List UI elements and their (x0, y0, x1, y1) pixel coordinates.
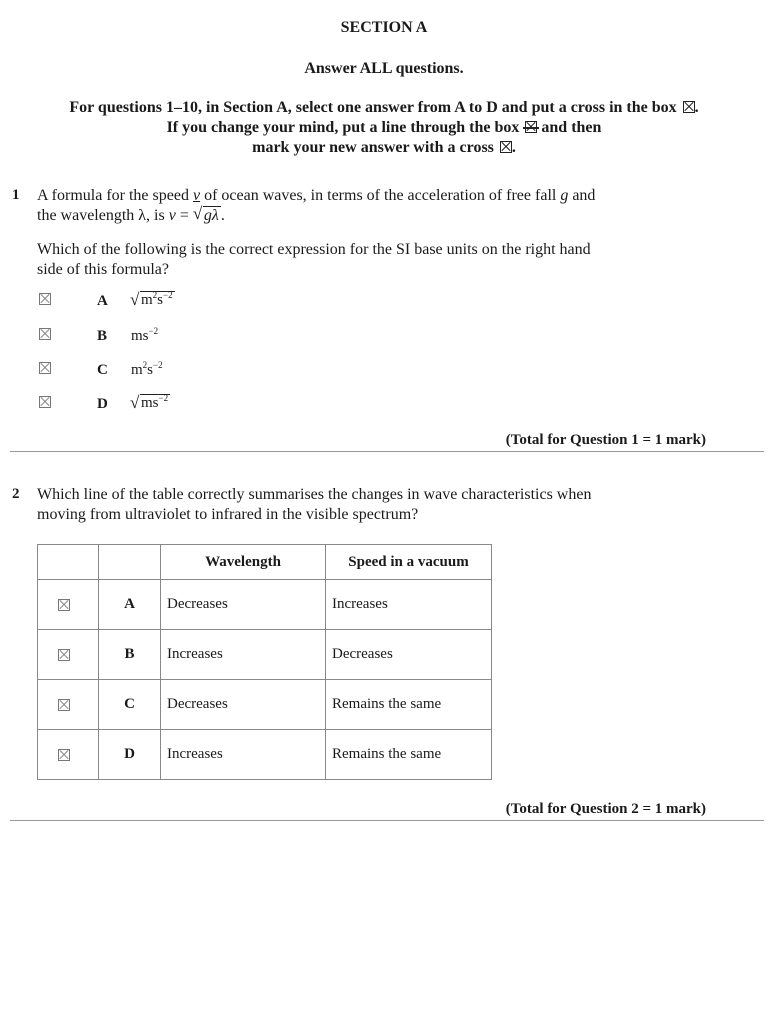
crossed-box-icon (683, 101, 695, 113)
instruction-line-3: mark your new answer with a cross . (252, 139, 516, 156)
question-1-total: (Total for Question 1 = 1 mark) (505, 432, 706, 448)
question-1-prompt: Which of the following is the correct expression for the SI base units on the right hand side of this formula? (37, 241, 591, 278)
question-1-number: 1 (12, 187, 20, 203)
row-speed: Increases (326, 580, 492, 630)
option-c-letter: C (97, 362, 108, 378)
option-d-checkbox[interactable] (39, 396, 51, 408)
option-d-letter: D (97, 396, 108, 412)
header-speed: Speed in a vacuum (326, 545, 492, 580)
row-d-checkbox[interactable] (58, 749, 70, 761)
table-row (38, 680, 492, 730)
row-letter: C (99, 680, 161, 730)
q1-line-2: the wavelength λ, is v = √ gλ . (37, 204, 225, 224)
row-a-checkbox[interactable] (58, 599, 70, 611)
table-row (38, 730, 492, 780)
question-2-number: 2 (12, 486, 20, 502)
row-speed: Decreases (326, 630, 492, 680)
row-wavelength: Decreases (161, 680, 326, 730)
row-speed: Remains the same (326, 730, 492, 780)
row-b-checkbox[interactable] (58, 649, 70, 661)
struck-box-icon (525, 121, 537, 133)
table-row (38, 580, 492, 630)
option-c-checkbox[interactable] (39, 362, 51, 374)
option-b-letter: B (97, 328, 108, 344)
instruction-line-1: For questions 1–10, in Section A, select one answer from A to D and put a cross in the box . (69, 99, 699, 116)
row-c-checkbox[interactable] (58, 699, 70, 711)
question-1-stem (37, 186, 737, 226)
question-2-total: (Total for Question 2 = 1 mark) (505, 801, 706, 817)
section-subtitle: Answer ALL questions. (304, 60, 464, 77)
option-a-checkbox[interactable] (39, 293, 51, 305)
instruction-line-2: If you change your mind, put a line through the box and then (166, 119, 602, 136)
crossed-box-icon (500, 141, 512, 153)
divider (10, 820, 764, 821)
section-title: SECTION A (340, 19, 428, 36)
table-header-row (38, 545, 492, 580)
row-letter: A (99, 580, 161, 630)
option-b-expression: $ms^{-2}$ (131, 326, 159, 344)
row-letter: B (99, 630, 161, 680)
option-a-letter: A (97, 293, 108, 309)
divider (10, 451, 764, 452)
q1-line-1: A formula for the speed v of ocean waves, in terms of the acceleration of free fall g and (37, 187, 596, 204)
option-d-expression: √ $ms^{-2}$ (130, 393, 169, 412)
row-wavelength: Decreases (161, 580, 326, 630)
option-c-expression: $m^2s^{-2}$ (131, 360, 163, 378)
question-2-stem: Which line of the table correctly summarises the changes in wave characteristics when moving from ultraviolet to infrared in the visible spectrum? (37, 486, 592, 523)
sqrt-formula: √ gλ (192, 204, 219, 224)
row-wavelength: Increases (161, 630, 326, 680)
option-a-expression: √ $m^2s^{-2}$ (130, 290, 173, 309)
option-b-checkbox[interactable] (39, 328, 51, 340)
row-wavelength: Increases (161, 730, 326, 780)
instructions (0, 98, 768, 158)
row-speed: Remains the same (326, 680, 492, 730)
table-row (38, 630, 492, 680)
wave-characteristics-table (37, 544, 492, 780)
header-wavelength: Wavelength (161, 545, 326, 580)
row-letter: D (99, 730, 161, 780)
